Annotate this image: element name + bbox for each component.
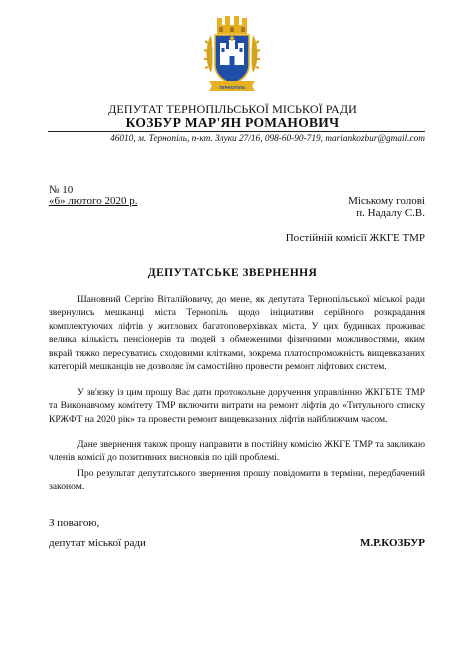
letter-date-day: «6»: [49, 195, 66, 207]
letter-title: ДЕПУТАТСЬКЕ ЗВЕРНЕННЯ: [147, 267, 318, 279]
body-paragraph-text: У зв'язку із цим прошу Вас дати протокольне доручення управлінню ЖКГБТЕ ТМР та Виконавчому комітету ТМР включити витрати на ремонт ліфтів до «Титульного списку КРЖФТ на 2020 рік» та провести ремонт вищевказаних ліфтів найближчим часом.: [49, 387, 425, 425]
letter-date-rest: лютого 2020 р.: [65, 195, 138, 207]
city-coat-of-arms-icon: [203, 15, 261, 93]
header-contact-line: 46010, м. Тернопіль, п-кт. Злуки 27/16, 098-60-90-719, mariankozbur@gmail.com: [110, 134, 425, 144]
body-paragraph: [49, 438, 425, 465]
addressee-line-1: Міському голові: [348, 195, 425, 207]
header-deputy-name: КОЗБУР МАР'ЯН РОМАНОВИЧ: [125, 115, 340, 130]
body-paragraph: [49, 467, 425, 494]
addressee-line-3: Постійній комісії ЖКГЕ ТМР: [285, 232, 425, 244]
header-divider: [48, 131, 425, 132]
body-paragraph-text: Дане звернення також прошу направити в постійну комісію ЖКГЕ ТМР та закликаю членів комісії до позитивних висновків по цій проблемі.: [49, 439, 425, 464]
body-paragraph-text: Шановний Сергію Віталійовичу, до мене, як депутата Тернопільської міської ради звернулись мешканці міста Тернопіль щодо ініциативи серійного розкрадання комплектуючих ліфтів у житлових багатоповерхівках міста. У цих будинках проживає велика кількість пенсіонерів та людей з обмеженими фізичними можливостями, яким вкрай тяжко пересуватись сходовими клітками, зокрема платоспроможність вищевказаних категорій мешканців не дозволяє їм самостійно провести ремонт ліфтових систем.: [49, 294, 425, 373]
crest-ribbon-label: ТЕРНОПІЛЬ: [218, 85, 246, 90]
signer-name: М.Р.КОЗБУР: [360, 537, 425, 549]
signer-position: депутат міської ради: [49, 537, 146, 549]
body-paragraph: [49, 293, 425, 373]
addressee-line-2: п. Надалу С.В.: [356, 207, 425, 219]
body-paragraph-text: Про результат депутатського звернення прошу повідомити в терміни, передбачений законом.: [49, 468, 425, 493]
closing-phrase: З повагою,: [49, 517, 100, 529]
letter-number: № 10: [49, 184, 74, 196]
header-organization: ДЕПУТАТ ТЕРНОПІЛЬСЬКОЇ МІСЬКОЇ РАДИ: [108, 102, 357, 116]
body-paragraph: [49, 386, 425, 426]
letter-date: [49, 195, 137, 207]
